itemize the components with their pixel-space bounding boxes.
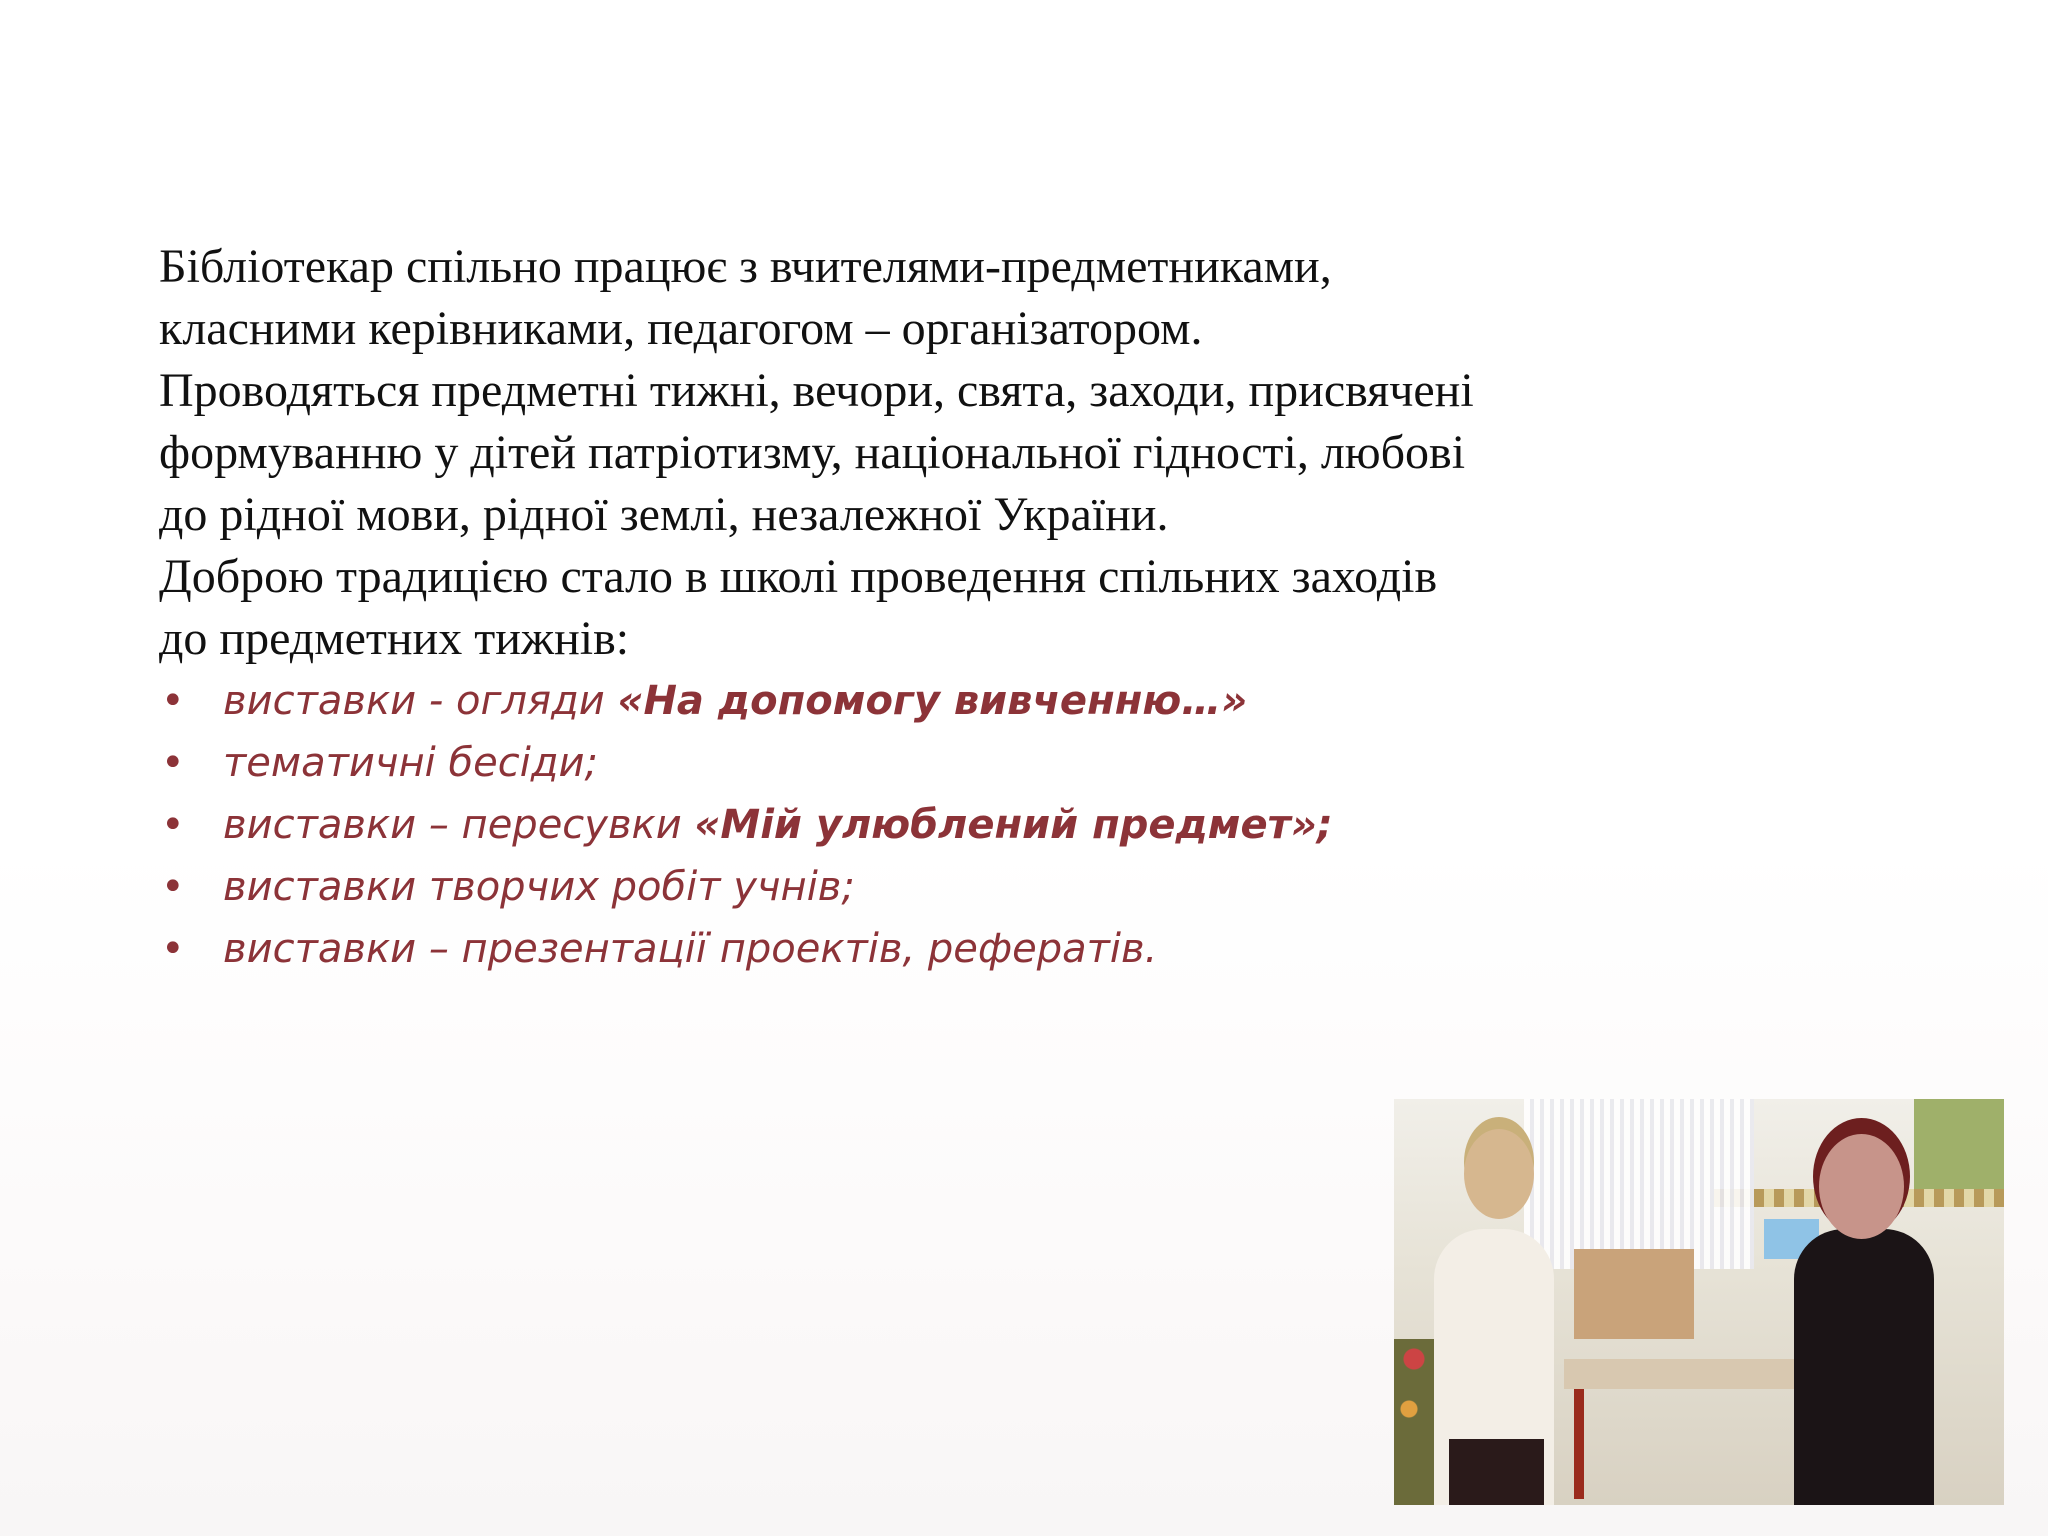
- list-item-text: виставки - огляди: [223, 678, 618, 724]
- photo-curtain: [1524, 1099, 1754, 1269]
- list-item: [159, 918, 1479, 980]
- list-item: [159, 732, 1479, 794]
- bullet-icon: •: [161, 926, 185, 972]
- list-item-bold-title: «Мій улюблений предмет»;: [694, 802, 1333, 848]
- bullet-icon: •: [161, 740, 185, 786]
- photo-table-leg: [1574, 1389, 1584, 1499]
- bullet-icon: •: [161, 802, 185, 848]
- list-item-bold-title: «На допомогу вивченню…»: [617, 678, 1248, 724]
- photo-person-right-head: [1819, 1134, 1904, 1239]
- photo-exhibit-table: [1564, 1359, 1814, 1389]
- list-item-text: виставки – презентації проектів, рефератів.: [223, 926, 1158, 972]
- photo-display-board: [1574, 1249, 1694, 1339]
- librarian-photo: [1394, 1099, 2004, 1505]
- list-item: [159, 794, 1479, 856]
- photo-person-right: [1794, 1229, 1934, 1505]
- list-item-text: виставки – пересувки: [223, 802, 695, 848]
- paragraph-collaboration: Бібліотекар спільно працює з вчителями-предметниками, класними керівниками, педагогом – організатором.: [159, 240, 1332, 355]
- photo-person-left-skirt: [1449, 1439, 1544, 1505]
- bullet-icon: •: [161, 678, 185, 724]
- bullet-icon: •: [161, 864, 185, 910]
- list-item: [159, 856, 1479, 918]
- list-item-text: тематичні бесіди;: [223, 740, 599, 786]
- list-item-text: виставки творчих робіт учнів;: [223, 864, 855, 910]
- activities-list: [159, 670, 1479, 980]
- content-text-block: [159, 236, 1479, 980]
- photo-flowers: [1394, 1339, 1434, 1505]
- paragraph-tradition: Доброю традицією стало в школі проведення спільних заходів до предметних тижнів:: [159, 550, 1438, 665]
- paragraph-events: Проводяться предметні тижні, вечори, свята, заходи, присвячені формуванню у дітей патріотизму, національної гідності, любові до рідної мови, рідної землі, незалежної України.: [159, 364, 1474, 541]
- photo-wall-panel: [1914, 1099, 2004, 1189]
- list-item: [159, 670, 1479, 732]
- photo-person-left-head: [1464, 1129, 1534, 1219]
